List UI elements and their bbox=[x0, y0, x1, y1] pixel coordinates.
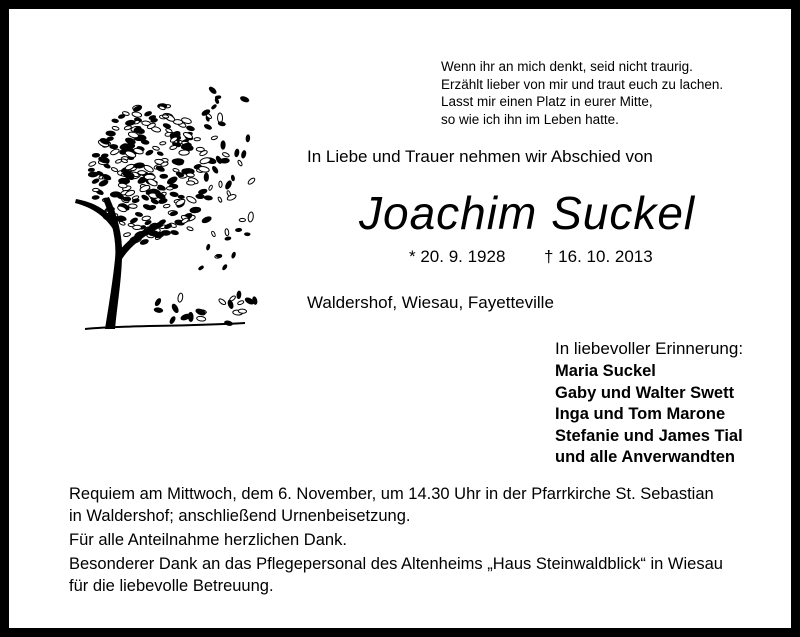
leaf-mark bbox=[93, 188, 100, 191]
leaf-mark bbox=[204, 195, 212, 200]
leaf-mark bbox=[217, 197, 222, 203]
leaf-mark bbox=[125, 120, 135, 126]
leaf-mark bbox=[225, 228, 230, 236]
leaf-mark bbox=[204, 124, 212, 131]
leaf-mark bbox=[160, 174, 168, 178]
leaf-mark bbox=[206, 244, 210, 250]
leaf-mark bbox=[127, 175, 133, 179]
leaf-mark bbox=[162, 114, 169, 118]
leaf-mark bbox=[227, 300, 234, 309]
leaf-mark bbox=[240, 96, 250, 103]
poem-line: Wenn ihr an mich denkt, seid nicht traurig. bbox=[441, 59, 693, 74]
mourner-name: Gaby und Walter Swett bbox=[555, 383, 735, 402]
leaf-mark bbox=[92, 178, 100, 184]
leaf-mark bbox=[196, 316, 206, 322]
places: Waldershof, Wiesau, Fayetteville bbox=[307, 293, 554, 312]
leaf-mark bbox=[218, 298, 227, 306]
windblown-tree-icon bbox=[65, 79, 265, 339]
leaf-mark bbox=[204, 173, 208, 181]
leaf-mark bbox=[151, 198, 159, 205]
thanks-line: Für alle Anteilnahme herzlichen Dank. bbox=[69, 531, 347, 549]
leaf-mark bbox=[199, 157, 211, 165]
leaf-mark bbox=[246, 135, 250, 142]
leaf-mark bbox=[154, 307, 163, 312]
leaf-mark bbox=[157, 151, 164, 156]
leaf-mark bbox=[110, 144, 118, 148]
death-date: † 16. 10. 2013 bbox=[544, 247, 653, 266]
leaf-mark bbox=[248, 212, 254, 223]
leaf-mark bbox=[190, 207, 201, 213]
leaf-mark bbox=[215, 155, 222, 164]
birth-date: * 20. 9. 1928 bbox=[409, 247, 506, 266]
leaf-mark bbox=[170, 192, 179, 197]
leaf-mark bbox=[171, 303, 179, 313]
leaf-mark bbox=[174, 159, 184, 164]
leaf-mark bbox=[171, 230, 179, 235]
deceased-name: Joachim Suckel bbox=[359, 187, 696, 239]
leaf-mark bbox=[234, 149, 239, 157]
leaf-mark bbox=[166, 187, 173, 190]
leaf-mark bbox=[225, 180, 233, 190]
leaf-mark bbox=[112, 126, 119, 131]
leaf-mark bbox=[237, 300, 244, 305]
mourner-name: Inga und Tom Marone bbox=[555, 405, 726, 423]
leaf-mark bbox=[208, 185, 213, 191]
leaf-mark bbox=[169, 145, 177, 150]
leaf-mark bbox=[239, 218, 245, 221]
mourners-heading: In liebevoller Erinnerung: bbox=[555, 339, 744, 358]
leaf-mark bbox=[179, 150, 190, 156]
poem-line: so wie ich ihn im Leben hatte. bbox=[441, 111, 619, 127]
leaf-mark bbox=[161, 231, 170, 236]
leaf-mark bbox=[225, 237, 231, 241]
leaf-mark bbox=[98, 179, 108, 187]
requiem-line: Requiem am Mittwoch, dem 6. November, um 14.30 Uhr in der Pfarrkirche St. Sebastian bbox=[69, 485, 714, 503]
leaf-mark bbox=[138, 170, 146, 174]
poem-line: Lasst mir einen Platz in eurer Mitte, bbox=[441, 94, 653, 109]
leaf-mark bbox=[130, 217, 138, 224]
leaf-mark bbox=[160, 141, 167, 145]
leaf-mark bbox=[134, 163, 144, 169]
leaf-mark bbox=[145, 149, 153, 156]
leaf-mark bbox=[198, 188, 207, 194]
leaf-mark bbox=[163, 123, 171, 129]
leaf-mark bbox=[215, 96, 221, 99]
mourner-name: Stefanie und James Tial bbox=[555, 426, 743, 445]
service-notes bbox=[69, 483, 723, 597]
leaf-mark bbox=[92, 153, 99, 157]
requiem-line: in Waldershof; anschließend Urnenbeisetzung. bbox=[69, 507, 411, 525]
leaf-mark bbox=[106, 131, 116, 136]
leaf-mark bbox=[194, 138, 200, 141]
leaf-mark bbox=[112, 119, 119, 123]
leaf-mark bbox=[110, 148, 120, 156]
leaf-mark bbox=[231, 252, 236, 259]
leaf-mark bbox=[135, 212, 143, 217]
leaf-mark bbox=[119, 221, 126, 226]
leaf-mark bbox=[216, 254, 222, 257]
leaf-mark bbox=[198, 265, 204, 270]
leaf-mark bbox=[237, 160, 243, 167]
leaf-mark bbox=[186, 181, 194, 186]
leaf-mark bbox=[211, 231, 216, 237]
leaf-mark bbox=[169, 316, 176, 324]
leaf-mark bbox=[218, 121, 226, 126]
leaf-mark bbox=[221, 141, 225, 149]
leaf-mark bbox=[123, 197, 131, 201]
leaf-mark bbox=[102, 173, 111, 180]
mourner-name: und alle Anverwandten bbox=[555, 448, 736, 466]
leaf-mark bbox=[186, 125, 195, 131]
leaf-mark bbox=[178, 195, 184, 199]
special-thanks-line: Besonderer Dank an das Pflegepersonal des Altenheims „Haus Steinwaldblick“ in Wiesau bbox=[69, 555, 723, 573]
leaf-mark bbox=[235, 228, 241, 231]
leaf-mark bbox=[195, 308, 206, 316]
leaf-mark bbox=[211, 135, 218, 140]
special-thanks-line: für die liebevolle Betreuung. bbox=[69, 577, 274, 595]
leaf-mark bbox=[196, 147, 204, 151]
leaf-mark bbox=[222, 152, 230, 158]
leaf-mark bbox=[211, 166, 218, 174]
leaf-mark bbox=[196, 194, 204, 199]
leaf-mark bbox=[163, 204, 170, 208]
leaf-mark bbox=[208, 86, 217, 94]
leaf-mark bbox=[238, 309, 247, 314]
leaf-mark bbox=[231, 175, 235, 181]
leaf-mark bbox=[177, 293, 183, 303]
leaf-mark bbox=[141, 194, 149, 201]
leaf-mark bbox=[237, 291, 241, 299]
leaf-mark bbox=[132, 111, 142, 118]
mourners-list bbox=[555, 361, 743, 469]
leaf-mark bbox=[186, 195, 197, 204]
leaf-mark bbox=[247, 177, 256, 185]
poem bbox=[441, 58, 723, 128]
leaf-mark bbox=[154, 298, 161, 307]
mourner-name: Maria Suckel bbox=[555, 362, 656, 380]
leaf-mark bbox=[133, 225, 142, 229]
leaf-mark bbox=[128, 204, 137, 209]
leaf-mark bbox=[201, 216, 212, 224]
leaf-mark bbox=[166, 176, 178, 186]
leaf-mark bbox=[111, 167, 118, 172]
leaf-mark bbox=[164, 223, 172, 229]
leaf-mark bbox=[123, 232, 131, 237]
leaf-mark bbox=[186, 226, 193, 231]
leaf-mark bbox=[88, 161, 96, 167]
leaf-mark bbox=[173, 168, 180, 173]
leaf-mark bbox=[211, 104, 217, 109]
leaf-mark bbox=[88, 168, 94, 171]
leaf-mark bbox=[244, 233, 250, 236]
leaf-mark bbox=[219, 181, 222, 187]
leaf-mark bbox=[241, 150, 246, 158]
intro-text: In Liebe und Trauer nehmen wir Abschied von bbox=[307, 147, 653, 166]
leaf-mark bbox=[115, 159, 122, 164]
poem-line: Erzählt lieber von mir und traut euch zu lachen. bbox=[441, 76, 724, 92]
leaf-mark bbox=[152, 146, 160, 151]
leaf-mark bbox=[92, 195, 99, 199]
leaf-mark bbox=[222, 264, 228, 270]
leaf-mark bbox=[186, 173, 194, 178]
leaf-mark bbox=[107, 137, 114, 141]
